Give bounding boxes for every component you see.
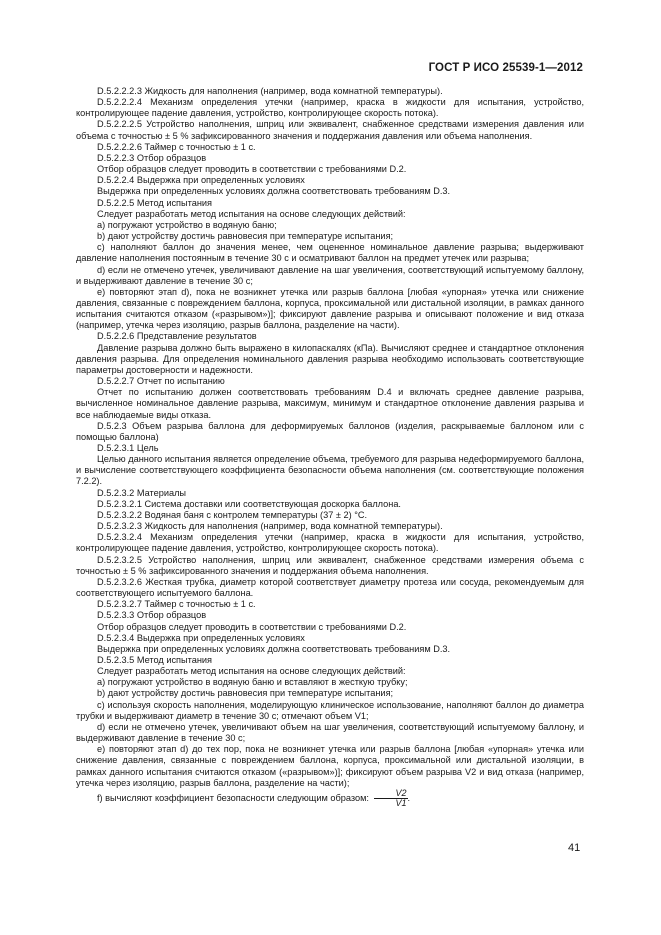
paragraph: c) наполняют баллон до значения менее, чем оцененное номинальное давление разрыва; выдерживают давление наполнения постоянным в течение 30 с и осматривают баллон на предмет утечек или разрыва; xyxy=(76,242,584,264)
paragraph: D.5.2.2.2.6 Таймер с точностью ± 1 с. xyxy=(97,141,256,152)
paragraph: Выдержка при определенных условиях должна соответствовать требованиям D.3. xyxy=(97,643,451,654)
safety-factor-fraction xyxy=(374,789,408,808)
paragraph: e) повторяют этап d), пока не возникнет утечка или разрыв баллона [любая «упорная» утечка или снижение давления, связанные с повреждением баллона, корпуса, проксимальной или дистальной изоляции, в рамках данного испытания считаются отказом («разрывом»)]; фиксируют давление разрыва и описывают положение и вид отказа (например, утечка через изоляцию, разрыв баллона, разделение на части). xyxy=(76,286,584,331)
paragraph: D.5.2.2.7 Отчет по испытанию xyxy=(97,376,225,387)
paragraph: a) погружают устройство в водяную баню; xyxy=(97,219,277,230)
paragraph: D.5.2.3.2.2 Водяная баня с контролем температуры (37 ± 2) °С. xyxy=(97,509,368,520)
paragraph: e) повторяют этап d) до тех пор, пока не возникнет утечка или разрыв баллона [любая «упорная» утечка или снижение давления, связанные с повреждением баллона, корпуса, проксимальной или дистальной изоляции, в рамках данного испытания считаются отказом («разрывом»)]; фиксируют объем разрыва V2 и вид отказа (например, утечка через изоляцию, разрыв баллона, разделение на части); xyxy=(76,744,584,788)
paragraph: b) дают устройству достичь равновесия при температуре испытания; xyxy=(97,688,394,699)
paragraph: D.5.2.3.3 Отбор образцов xyxy=(97,610,207,621)
paragraph: D.5.2.3.1 Цель xyxy=(97,443,159,453)
paragraph: D.5.2.3.2.7 Таймер с точностью ± 1 с. xyxy=(97,599,256,610)
paragraph: D.5.2.3.4 Выдержка при определенных условиях xyxy=(97,632,305,643)
paragraph: D.5.2.2.5 Метод испытания xyxy=(97,197,213,208)
paragraph: D.5.2.2.6 Представление результатов xyxy=(97,331,257,342)
paragraph: d) если не отмечено утечек, увеличивают давление на шаг увеличения, соответствующий испытуемому баллону, и выдерживают давление в течение 30 с; xyxy=(76,264,584,286)
paragraph: D.5.2.3.5 Метод испытания xyxy=(97,654,213,665)
paragraph: D.5.2.2.2.5 Устройство наполнения, шприц или эквивалент, снабженное средствами измерения давления или объема с точностью ± 5 % зафиксированного значения и поддержания давления или объема наполнения. xyxy=(76,119,584,141)
fraction-denominator: V1 xyxy=(395,797,407,808)
paragraph: Отчет по испытанию должен соответствовать требованиям D.4 и включать среднее давление разрыва, вычисленное номинальное давление разрыва, максимум, минимум и стандартное отклонение давления разрыва и все наблюдаемые виды отказа. xyxy=(76,387,584,420)
paragraph: D.5.2.3.2.3 Жидкость для наполнения (например, вода комнатной температуры). xyxy=(97,521,443,532)
paragraph: D.5.2.3.2.1 Система доставки или соответствующая доскорка баллона. xyxy=(97,498,401,509)
paragraph: Следует разработать метод испытания на основе следующих действий: xyxy=(97,208,406,219)
paragraph: Следует разработать метод испытания на основе следующих действий: xyxy=(97,666,406,677)
formula-text: f) вычисляют коэффициент безопасности следующим образом: xyxy=(97,792,369,803)
paragraph: D.5.2.3.2.5 Устройство наполнения, шприц или эквивалент, снабженное средствами измерения объема с точностью ± 5 % зафиксированного значения и поддержания объема наполнения. xyxy=(76,554,584,576)
standard-header: ГОСТ Р ИСО 25539-1—2012 xyxy=(428,62,583,74)
paragraph: D.5.2.3.2.6 Жесткая трубка, диаметр которой соответствует диаметру протеза или сосуда, рекомендуемым для соответствующего испытуемого баллона. xyxy=(76,576,584,599)
paragraph: a) погружают устройство в водяную баню и вставляют в жесткую трубку; xyxy=(97,677,408,688)
paragraph: D.5.2.2.3 Отбор образцов xyxy=(97,152,207,163)
fraction-numerator: V2 xyxy=(374,789,408,799)
page-number: 41 xyxy=(568,842,581,854)
document-body xyxy=(76,86,584,808)
paragraph: b) дают устройству достичь равновесия при температуре испытания; xyxy=(97,231,394,242)
paragraph: D.5.2.2.2.3 Жидкость для наполнения (например, вода комнатной температуры). xyxy=(97,86,443,96)
paragraph: Отбор образцов следует проводить в соответствии с требованиями D.2. xyxy=(97,621,407,632)
paragraph: D.5.2.3.2.4 Механизм определения утечки (например, краска в жидкости для испытания, устройство, контролирующее падение давления, устройство, контролирующее скорость потока). xyxy=(76,532,584,554)
paragraph: Давление разрыва должно быть выражено в килопаскалях (кПа). Вычисляют среднее и стандартное отклонения давления разрыва. Для определения номинального давления разрыва необходимо использовать соответствующие параметры достоверности и надежности. xyxy=(76,342,584,375)
paragraph: Целью данного испытания является определение объема, требуемого для разрыва недеформируемого баллона, и вычисление соответствующего коэффициента безопасности объема наполнения (см. соответствующие положения 7.2.2). xyxy=(76,454,584,487)
paragraph: c) используя скорость наполнения, моделирующую клиническое использование, наполняют баллон до диаметра трубки и выдерживают диаметр в течение 30 с; отмечают объем V1; xyxy=(76,699,584,721)
paragraph: D.5.2.3 Объем разрыва баллона для деформируемых баллонов (изделия, раскрываемые баллоном или с помощью баллона) xyxy=(76,420,584,442)
paragraph: D.5.2.2.4 Выдержка при определенных условиях xyxy=(97,175,305,186)
formula-trailing: . xyxy=(407,792,411,803)
paragraph: D.5.2.2.2.4 Механизм определения утечки (например, краска в жидкости для испытания, устройство, контролирующее падение давления, устройство, контролирующее скорость потока). xyxy=(76,97,584,119)
paragraph: Выдержка при определенных условиях должна соответствовать требованиям D.3. xyxy=(97,186,451,197)
formula-paragraph xyxy=(76,789,584,808)
paragraph: d) если не отмечено утечек, увеличивают объем на шаг увеличения, соответствующий испытуемому баллону, и выдерживают давление в течение 30 с; xyxy=(76,721,584,744)
paragraph: Отбор образцов следует проводить в соответствии с требованиями D.2. xyxy=(97,164,407,175)
paragraph: D.5.2.3.2 Материалы xyxy=(97,487,187,498)
